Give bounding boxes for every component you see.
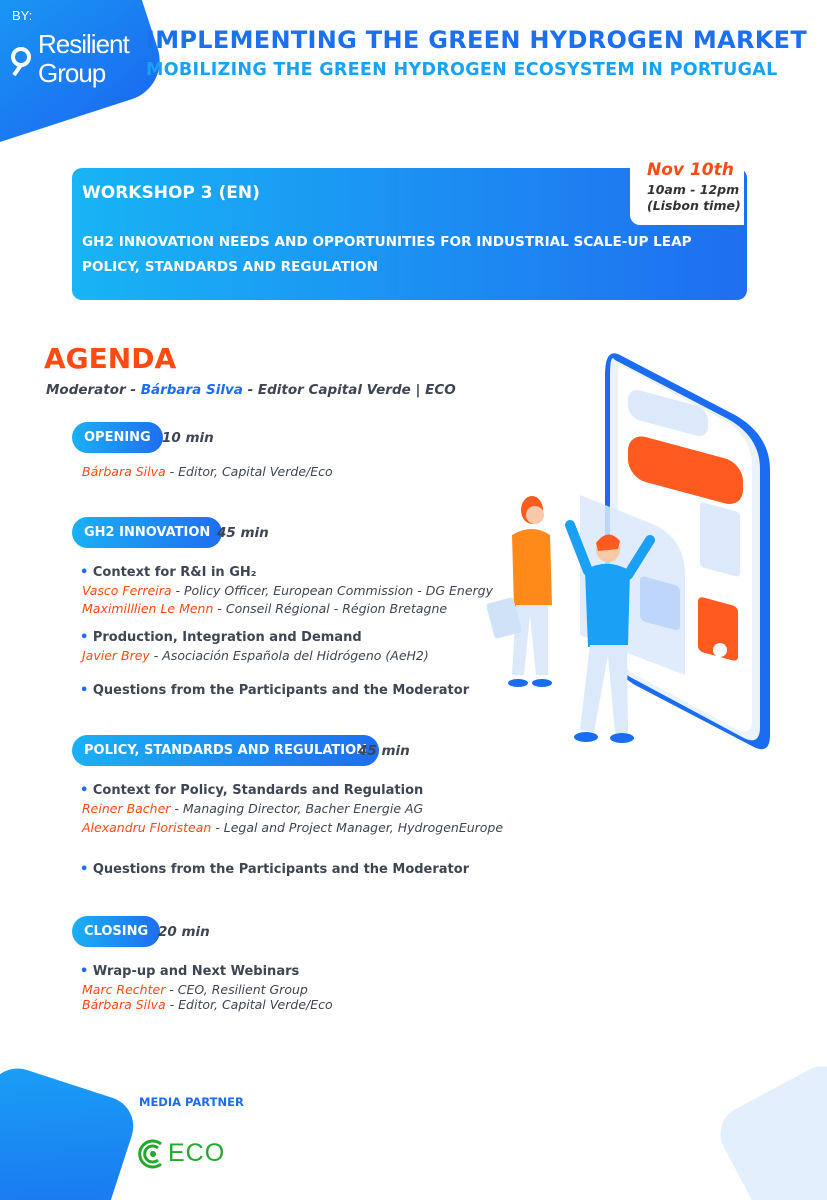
speaker-line — [82, 648, 429, 663]
workshop-topic — [82, 230, 742, 280]
section-duration: 20 min — [158, 924, 210, 940]
speaker-line — [82, 601, 447, 616]
moderator-prefix: Moderator - — [46, 382, 141, 398]
speaker-line — [82, 982, 308, 997]
item-title-text: Context for R&I in GH₂ — [92, 565, 257, 580]
agenda-item-title — [80, 683, 469, 698]
speaker-name: Vasco Ferreira — [82, 583, 172, 598]
by-label: BY: — [12, 8, 33, 23]
page-subtitle: MOBILIZING THE GREEN HYDROGEN ECOSYSTEM IN PORTUGAL — [146, 60, 778, 80]
speaker-line — [82, 583, 493, 598]
speaker-line — [82, 464, 333, 479]
resilient-logo-icon — [10, 46, 32, 76]
section-pill-opening: OPENING — [72, 422, 163, 453]
section-duration: 45 min — [358, 743, 410, 759]
moderator-name: Bárbara Silva — [140, 382, 243, 398]
bullet-icon: • — [80, 783, 89, 798]
bullet-icon: • — [80, 630, 89, 645]
agenda-item-title — [80, 964, 299, 979]
resilient-group-logo — [0, 0, 150, 120]
speaker-line — [82, 997, 333, 1012]
agenda-item-title — [80, 630, 362, 645]
speaker-name: Maximilllien Le Menn — [82, 601, 214, 616]
page-title: IMPLEMENTING THE GREEN HYDROGEN MARKET — [146, 26, 808, 54]
date-box — [630, 152, 744, 225]
speaker-line — [82, 801, 423, 816]
workshop-title: WORKSHOP 3 (EN) — [82, 183, 260, 203]
agenda-item-title — [80, 783, 423, 798]
speaker-name: Alexandru Floristean — [82, 820, 212, 835]
eco-logo-text: ECO — [168, 1139, 226, 1167]
item-title-text: Production, Integration and Demand — [92, 630, 362, 645]
section-duration: 45 min — [217, 525, 269, 541]
speaker-role: - Editor, Capital Verde/Eco — [165, 464, 333, 479]
speaker-role: - Asociación Española del Hidrógeno (AeH2) — [149, 648, 429, 663]
agenda-item-title — [80, 862, 469, 877]
speaker-name: Reiner Bacher — [82, 801, 171, 816]
item-title-text: Context for Policy, Standards and Regulation — [92, 783, 424, 798]
bullet-icon: • — [80, 862, 89, 877]
eco-logo-icon — [135, 1136, 171, 1172]
bullet-icon: • — [80, 565, 89, 580]
section-pill-closing: CLOSING — [72, 916, 160, 947]
logo-line-2: Group — [38, 58, 106, 88]
speaker-role: - CEO, Resilient Group — [165, 982, 308, 997]
footer-decoration-left — [0, 1061, 141, 1200]
bullet-icon: • — [80, 683, 89, 698]
workshop-topic-line-1: GH2 INNOVATION NEEDS AND OPPORTUNITIES FOR INDUSTRIAL SCALE-UP LEAP — [82, 234, 692, 250]
time-range: 10am - 12pm — [647, 182, 740, 197]
speaker-role: - Managing Director, Bacher Energie AG — [170, 801, 424, 816]
footer-decoration-right — [711, 1057, 827, 1200]
workshop-time — [647, 182, 741, 214]
item-title-text: Wrap-up and Next Webinars — [92, 964, 300, 979]
speaker-name: Bárbara Silva — [82, 464, 166, 479]
speaker-role: - Policy Officer, European Commission - DG Energy — [171, 583, 493, 598]
speaker-name: Bárbara Silva — [82, 997, 166, 1012]
item-title-text: Questions from the Participants and the Moderator — [92, 862, 470, 877]
workshop-topic-line-2: POLICY, STANDARDS AND REGULATION — [82, 259, 378, 275]
speaker-role: - Legal and Project Manager, HydrogenEurope — [211, 820, 504, 835]
media-partner-label: MEDIA PARTNER — [139, 1095, 244, 1109]
speaker-role: - Editor, Capital Verde/Eco — [165, 997, 333, 1012]
section-duration: 10 min — [162, 430, 214, 446]
speaker-name: Marc Rechter — [82, 982, 166, 997]
people-with-phone-illustration — [470, 345, 790, 765]
logo-text — [38, 30, 129, 88]
workshop-date: Nov 10th — [647, 160, 734, 180]
agenda-heading: AGENDA — [44, 342, 177, 375]
moderator-role: - Editor Capital Verde | ECO — [242, 382, 456, 398]
logo-line-1: Resilient — [38, 29, 129, 59]
speaker-line — [82, 820, 503, 835]
bullet-icon: • — [80, 964, 89, 979]
agenda-item-title — [80, 565, 256, 580]
timezone: (Lisbon time) — [647, 198, 741, 213]
speaker-role: - Conseil Régional - Région Bretagne — [213, 601, 448, 616]
section-pill-gh2-innovation: GH2 INNOVATION — [72, 517, 222, 548]
item-title-text: Questions from the Participants and the Moderator — [92, 683, 470, 698]
woman-figure — [486, 496, 552, 687]
section-pill-policy: POLICY, STANDARDS AND REGULATION — [72, 735, 379, 766]
speaker-name: Javier Brey — [82, 648, 150, 663]
moderator-line — [46, 382, 456, 398]
